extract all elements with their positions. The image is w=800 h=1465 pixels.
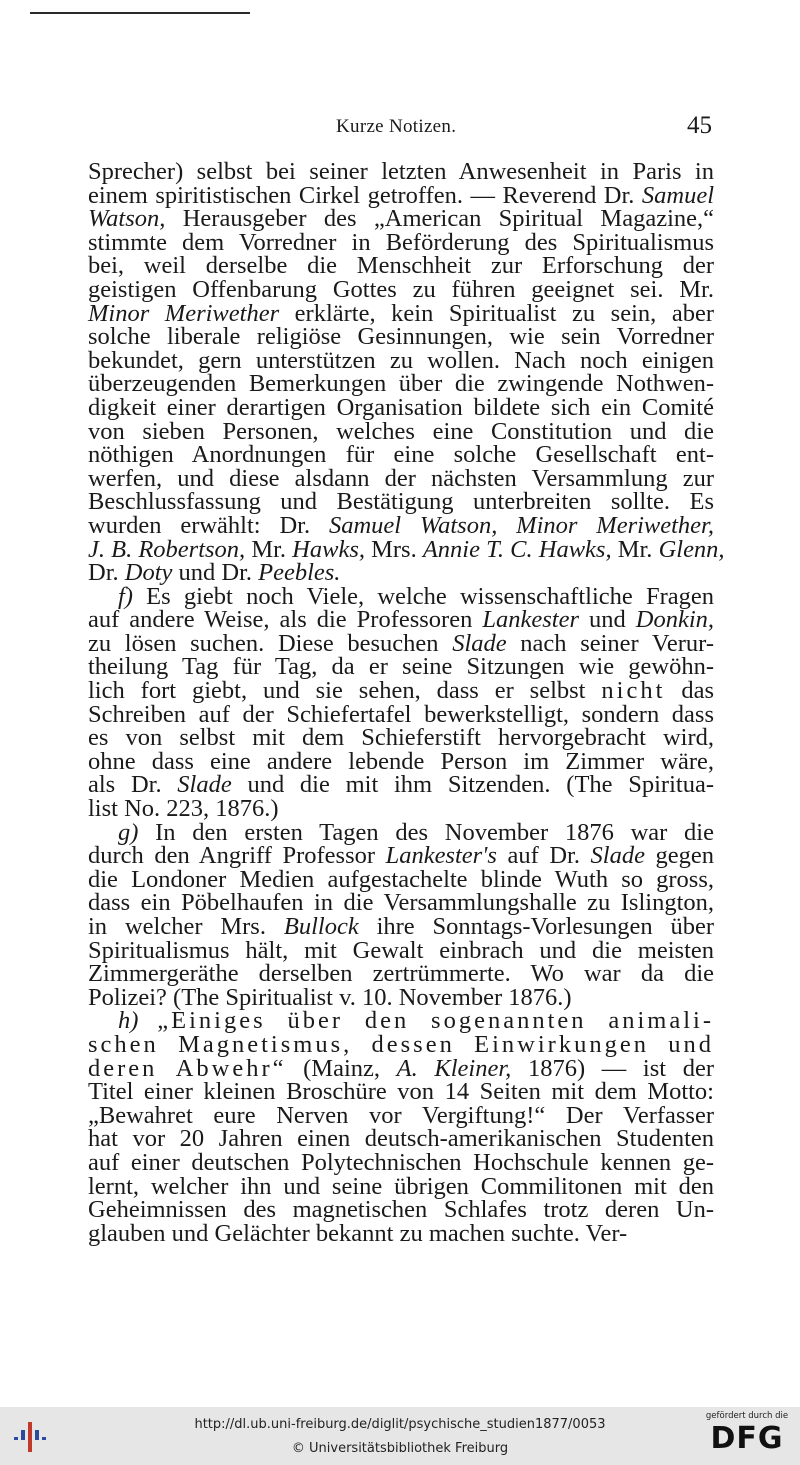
text-segment: Mr.: [245, 535, 293, 563]
text-segment: wurden erwählt: Dr.: [88, 511, 329, 539]
text-line: [88, 1198, 714, 1222]
footer-bar: [0, 1407, 800, 1465]
italic-text: h): [118, 1007, 139, 1035]
text-line: [88, 299, 714, 327]
text-line: [88, 325, 714, 349]
source-url[interactable]: http://dl.ub.uni-freiburg.de/diglit/psychische_studien1877/0053: [194, 1417, 606, 1432]
italic-text: Lankester's: [385, 842, 497, 870]
text-segment: erklärte, kein Spiritualist zu sein, aber: [279, 299, 714, 327]
italic-text: g): [118, 818, 139, 846]
text-line: [88, 1148, 714, 1176]
text-line: [88, 679, 714, 703]
spaced-text: deren Abwehr“: [88, 1054, 287, 1082]
text-line: [88, 207, 714, 231]
text-line: [88, 181, 714, 209]
text-segment: ihre Sonntags-Vorlesungen über: [358, 913, 715, 940]
page-header: [88, 112, 712, 148]
text-line: [88, 844, 714, 868]
text-line: [88, 1054, 714, 1082]
italic-text: Slade: [177, 771, 232, 799]
text-segment: gegen: [644, 842, 714, 870]
running-title: Kurze Notizen.: [336, 116, 457, 137]
page-number: 45: [687, 112, 712, 139]
text-segment: Es giebt noch Viele, welche wissenschaftliche Fragen: [132, 582, 714, 610]
text-segment: die Londoner Medien aufgestachelte blinde Wuth so gross,: [88, 865, 714, 893]
italic-text: J. B. Robertson,: [88, 535, 246, 563]
text-segment: und die mit ihm Sitzenden. (The Spiritua-: [231, 771, 714, 799]
text-line: [88, 1009, 714, 1033]
text-segment: glauben und Gelächter bekannt zu machen suchte. Ver-: [88, 1219, 628, 1247]
text-segment: (Mainz,: [286, 1054, 397, 1082]
text-segment: Mr.: [611, 535, 659, 563]
text-segment: list No. 223, 1876.): [88, 795, 279, 823]
italic-text: Hawks,: [292, 535, 365, 563]
text-line: [88, 228, 714, 256]
text-segment: werfen, und diese alsdann der nächsten Versammlung zur: [88, 464, 714, 492]
text-line: [88, 1080, 714, 1104]
text-segment: Polizei? (The Spiritualist v. 10. November 1876.): [88, 983, 572, 1011]
text-segment: digkeit einer derartigen Organisation bildete sich ein Comité: [88, 393, 714, 421]
text-line: [88, 915, 714, 939]
text-line: [88, 865, 714, 893]
italic-text: Slade: [452, 629, 507, 657]
text-line: [88, 891, 714, 915]
text-segment: hat vor 20 Jahren einen deutsch-amerikanischen Studenten: [88, 1125, 714, 1153]
text-segment: lernt, welcher ihn und seine übrigen Commilitonen mit den: [88, 1172, 714, 1200]
text-segment: durch den Angriff Professor: [88, 842, 386, 870]
text-line: [88, 582, 714, 610]
copyright-notice: © Universitätsbibliothek Freiburg: [291, 1441, 509, 1456]
spaced-text: schen Magnetismus, dessen Einwirkungen und: [88, 1030, 714, 1058]
text-segment: überzeugenden Bemerkungen über die zwingende Nothwen-: [88, 370, 714, 398]
body-text: [88, 158, 725, 1247]
text-line: [88, 1219, 714, 1247]
text-segment: dass ein Pöbelhaufen in die Versammlungshalle zu Islington,: [88, 889, 714, 917]
dfg-funder-block: [702, 1411, 792, 1463]
text-line: [88, 464, 714, 492]
text-segment: von sieben Personen, welches eine Constitution und die: [88, 417, 714, 445]
text-segment: bekundet, gern unterstützen zu wollen. Nach noch einigen: [88, 346, 714, 374]
text-line: [88, 1127, 714, 1151]
italic-text: Lankester: [482, 606, 579, 634]
text-line: [88, 393, 714, 421]
text-segment: stimmte dem Vorredner in Beförderung des Spiritualismus: [88, 228, 714, 256]
text-segment: in welcher Mrs.: [88, 913, 284, 940]
italic-text: Samuel: [641, 181, 714, 209]
text-segment: Herausgeber des „American Spiritual Magazine,“: [165, 205, 714, 233]
spaced-text: „Einiges über den sogenannten animali-: [157, 1007, 714, 1035]
text-segment: geistigen Offenbarung Gottes zu führen geeignet sei. Mr.: [88, 275, 714, 303]
text-line: [88, 511, 714, 539]
spaced-text: nicht: [601, 677, 666, 705]
text-segment: auf einer deutschen Polytechnischen Hochschule kennen ge-: [88, 1148, 714, 1176]
italic-text: Annie T. C. Hawks,: [422, 535, 612, 563]
text-line: [88, 962, 714, 986]
text-segment: und Dr.: [172, 559, 259, 587]
text-segment: das: [665, 677, 714, 705]
text-segment: als Dr.: [88, 771, 178, 799]
text-segment: Zimmergeräthe derselben zertrümmerte. Wo war da die: [88, 960, 714, 988]
text-line: [88, 535, 725, 563]
text-segment: nach seiner Verur-: [506, 629, 714, 657]
text-line: [88, 160, 714, 184]
text-line: [88, 726, 714, 750]
italic-text: Doty: [124, 559, 173, 587]
italic-text: Bullock: [283, 913, 359, 940]
text-segment: ohne dass eine andere lebende Person im Zimmer wäre,: [88, 747, 714, 775]
text-segment: 1876) — ist der: [511, 1054, 714, 1082]
text-line: [88, 275, 714, 303]
text-segment: nöthigen Anordnungen für eine solche Gesellschaft ent-: [88, 441, 714, 469]
text-line: [88, 1172, 714, 1200]
italic-text: Minor Meriwether: [88, 299, 280, 327]
text-line: [88, 818, 714, 846]
text-segment: Dr.: [88, 559, 125, 587]
text-segment: einem spiritistischen Cirkel getroffen. — Reverend Dr.: [88, 181, 642, 209]
text-line: [88, 490, 714, 514]
text-segment: lich fort giebt, und sie sehen, dass er selbst: [88, 677, 602, 705]
text-segment: In den ersten Tagen des November 1876 war die: [138, 818, 714, 846]
text-segment: und: [578, 606, 636, 634]
italic-text: Peebles.: [258, 559, 341, 587]
text-segment: Mrs.: [364, 535, 423, 563]
funder-note: gefördert durch die: [705, 1411, 789, 1421]
text-line: [88, 773, 714, 797]
text-line: [88, 608, 714, 632]
text-line: [88, 1030, 714, 1058]
text-segment: Titel einer kleinen Broschüre von 14 Seiten mit dem Motto:: [88, 1078, 714, 1106]
text-segment: es von selbst mit dem Schieferstift hervorgebracht wird,: [88, 724, 714, 752]
text-line: [88, 747, 714, 775]
text-line: [88, 983, 714, 1011]
italic-text: Slade: [590, 842, 645, 870]
italic-text: f): [118, 582, 133, 610]
text-segment: auf Dr.: [496, 842, 591, 870]
text-line: [88, 655, 714, 679]
text-line: [88, 443, 714, 467]
text-line: [88, 1101, 714, 1129]
text-line: [88, 346, 714, 374]
text-line: [88, 372, 714, 396]
text-line: [88, 417, 714, 445]
italic-text: Samuel Watson, Minor Meriwether,: [328, 511, 714, 539]
text-line: [88, 936, 714, 964]
text-segment: Sprecher) selbst bei seiner letzten Anwesenheit in Paris in: [88, 158, 714, 185]
text-segment: auf andere Weise, als die Professoren: [88, 606, 483, 634]
text-segment: bei, weil derselbe die Menschheit zur Erforschung der: [88, 252, 714, 280]
text-segment: Geheimnissen des magnetischen Schlafes trotz deren Un-: [88, 1196, 714, 1224]
text-segment: theilung Tag für Tag, da er seine Sitzungen wie gewöhn-: [88, 653, 714, 681]
text-line: [88, 700, 714, 728]
top-rule: [30, 12, 250, 14]
text-segment: solche liberale religiöse Gesinnungen, wie sein Vorredner: [88, 323, 714, 351]
text-line: [88, 561, 714, 585]
text-segment: Beschlussfassung und Bestätigung unterbreiten sollte. Es: [88, 488, 714, 516]
italic-text: Glenn,: [658, 535, 725, 563]
text-segment: Schreiben auf der Schiefertafel bewerkstelligt, sondern dass: [88, 700, 714, 728]
text-line: [88, 629, 714, 657]
text-line: [88, 797, 714, 821]
text-segment: Spiritualismus hält, mit Gewalt einbrach und die meisten: [88, 936, 714, 964]
text-segment: zu lösen suchen. Diese besuchen: [88, 629, 453, 657]
text-segment: „Bewahret eure Nerven vor Vergiftung!“ Der Verfasser: [88, 1101, 714, 1129]
italic-text: A. Kleiner,: [396, 1054, 512, 1082]
italic-text: Watson,: [88, 205, 166, 233]
dfg-logo: DFG: [710, 1421, 784, 1456]
text-line: [88, 254, 714, 278]
italic-text: Donkin,: [635, 606, 714, 634]
